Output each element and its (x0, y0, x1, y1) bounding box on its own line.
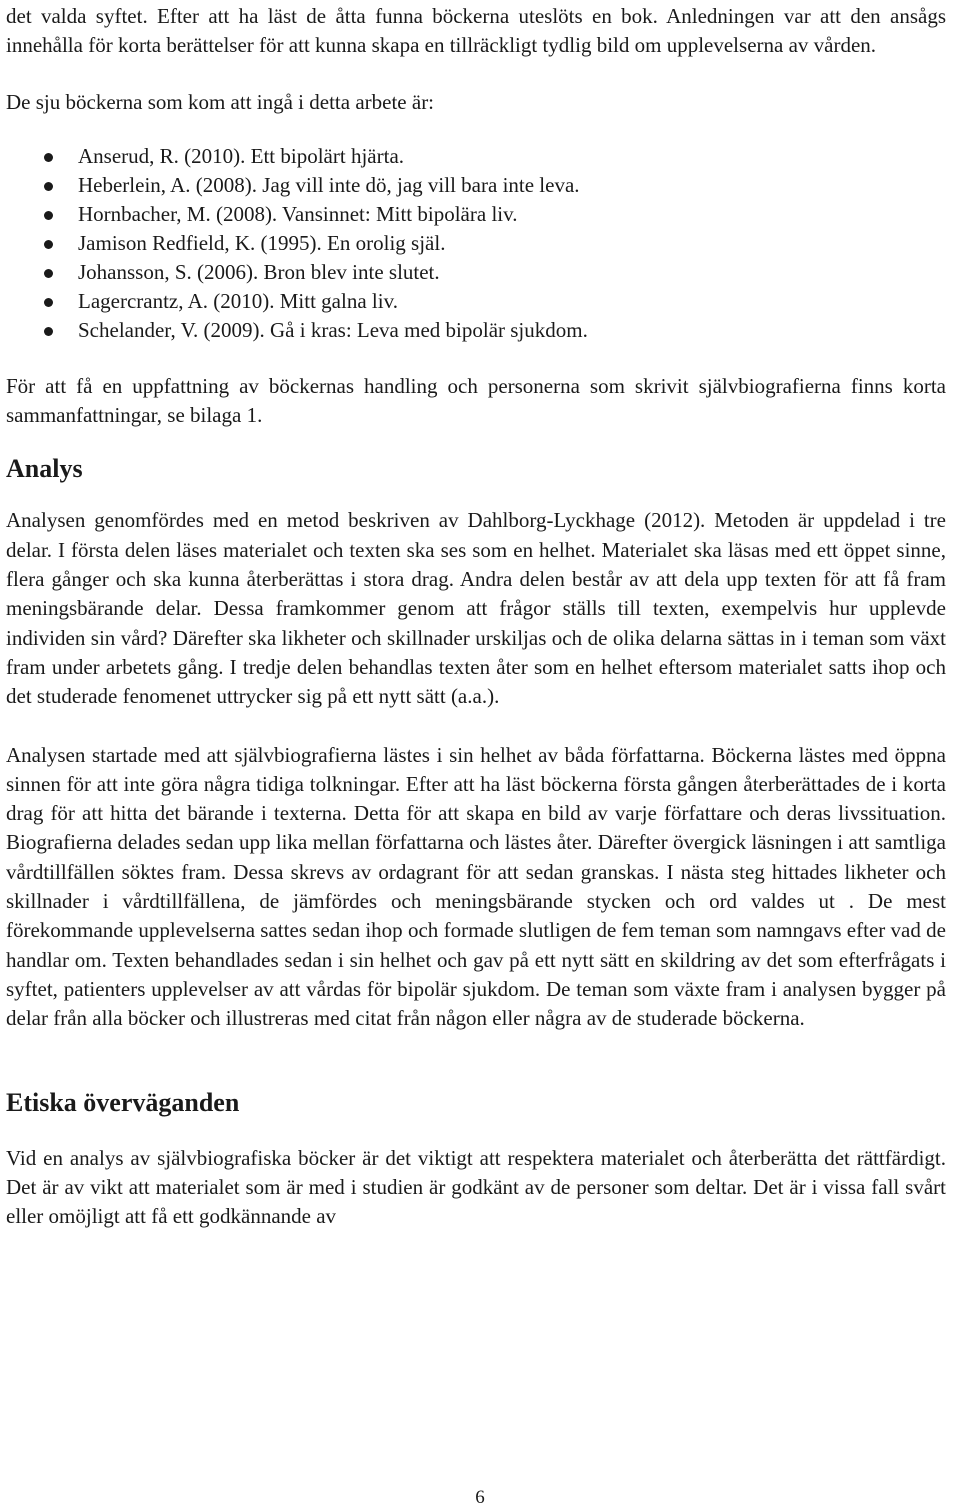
book-entry: Heberlein, A. (2008). Jag vill inte dö, jag vill bara inte leva. (78, 172, 580, 197)
document-page (6, 0, 946, 1231)
list-item (6, 229, 946, 258)
bullet-icon (44, 240, 53, 249)
bullet-icon (44, 153, 53, 162)
list-item (6, 287, 946, 316)
summary-paragraph: För att få en uppfattning av böckernas handling och personerna som skrivit självbiografierna finns korta sammanfattningar, se bilaga 1. (6, 373, 946, 428)
analys-paragraph-2: Analysen startade med att självbiografierna lästes i sin helhet av båda författarna. Böckerna lästes med öppna sinnen för att inte göra några tidiga tolkningar. Efter att ha läst böckerna första gången återberättades de i korta drag för att hitta det bärande i texterna. Detta för att skapa en bild av varje författare och deras livssituation. Biografierna delades sedan upp lika mellan författarna och lästes åter. Därefter övergick läsningen i att samtliga vårdtillfällen söktes fram. Dessa skrevs av ordagrant för att sedan granskas. I nästa steg hittades likheter och skillnader i vårdtillfällena, de jämfördes och meningsbärande stycken och ord valdes ut . De mest förekommande upplevelserna sattes sedan ihop och formade slutligen de fem teman som namngavs efter vad de handlar om. Texten behandlades sedan i sin helhet och gav på ett nytt sätt en skildring av det som efterfrågats i syftet, patienters upplevelser av att vårdas för bipolär sjukdom. De teman som växte fram i analysen bygger på delar från alla böcker och illustreras med citat från någon eller några av de studerade böckerna. (6, 742, 946, 1031)
book-entry: Schelander, V. (2009). Gå i kras: Leva med bipolär sjukdom. (78, 317, 588, 342)
section-heading-analys: Analys (6, 454, 83, 484)
book-entry: Johansson, S. (2006). Bron blev inte slutet. (78, 259, 440, 284)
page-number: 6 (475, 1487, 485, 1508)
books-lead: De sju böckerna som kom att ingå i detta arbete är: (6, 89, 435, 114)
book-list (6, 142, 946, 345)
book-entry: Lagercrantz, A. (2010). Mitt galna liv. (78, 288, 398, 313)
intro-paragraph: det valda syftet. Efter att ha läst de åtta funna böckerna uteslöts en bok. Anledningen var att den ansågs innehålla för korta berättelser för att kunna skapa en tillräckligt tydlig bild om upplevelserna av vården. (6, 4, 946, 58)
list-item (6, 200, 946, 229)
bullet-icon (44, 327, 53, 336)
book-entry: Jamison Redfield, K. (1995). En orolig själ. (78, 230, 446, 255)
book-entry: Anserud, R. (2010). Ett bipolärt hjärta. (78, 143, 405, 168)
list-item (6, 142, 946, 171)
analys-paragraph-1: Analysen genomfördes med en metod beskriven av Dahlborg-Lyckhage (2012). Metoden är uppdelad i tre delar. I första delen läses materialet och texten ska ses som en helhet. Materialet ska läsas med ett öppet sinne, flera gånger och ska kunna återberättas i stora drag. Andra delen består av att dela upp texten för att få fram meningsbärande delar. Dessa framkommer genom att frågor ställs till texten, exempelvis hur upplevde individen sin vård? Därefter ska likheter och skillnader urskiljas och de olika delarna sättas in i teman som växt fram under arbetets gång. I tredje delen behandlas texten åter som en helhet eftersom materialet satts ihop och det studerade fenomenet uttrycker sig på ett nytt sätt (a.a.). (6, 508, 946, 709)
etik-paragraph: Vid en analys av självbiografiska böcker är det viktigt att respektera materialet och återberätta det rättfärdigt. Det är av vikt att materialet som är med i studien är godkänt av de personer som deltar. Det är i vissa fall svårt eller omöjligt att få ett godkännande av (6, 1145, 946, 1229)
bullet-icon (44, 298, 53, 307)
book-entry: Hornbacher, M. (2008). Vansinnet: Mitt bipolära liv. (78, 201, 518, 226)
bullet-icon (44, 269, 53, 278)
list-item (6, 258, 946, 287)
bullet-icon (44, 182, 53, 191)
list-item (6, 171, 946, 200)
bullet-icon (44, 211, 53, 220)
section-heading-etik: Etiska överväganden (6, 1087, 240, 1117)
list-item (6, 316, 946, 345)
